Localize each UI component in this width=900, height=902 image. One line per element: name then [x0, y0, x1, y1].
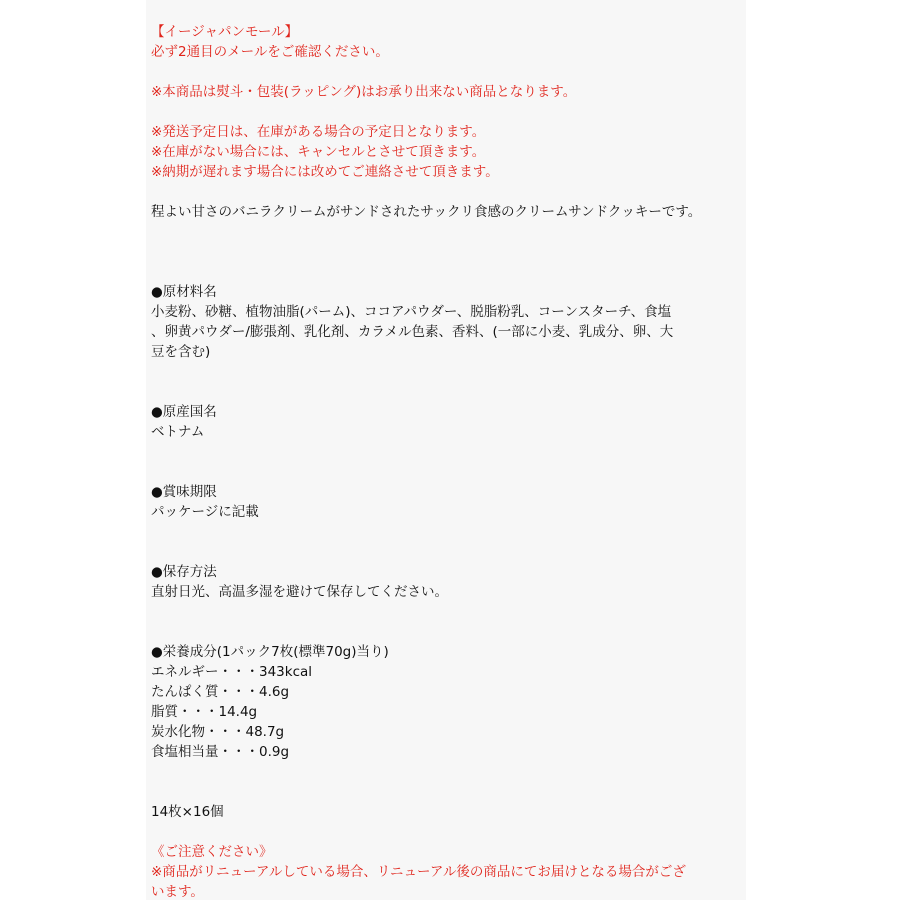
ingredients-line: 、卵黄パウダー/膨張剤、乳化剤、カラメル色素、香料、(一部に小麦、乳成分、卵、大 — [151, 324, 674, 340]
nutrition-item: 食塩相当量・・・0.9g — [151, 744, 290, 760]
nutrition-item: エネルギー・・・343kcal — [151, 664, 313, 680]
origin-heading: ●原産国名 — [151, 404, 217, 420]
product-description — [151, 22, 746, 902]
caution-line: ※商品がリニューアルしている場合、リニューアル後の商品にてお届けとなる場合がござ — [151, 864, 686, 880]
nutrition-item: 脂質・・・14.4g — [151, 704, 258, 720]
shipping-notice-1: ※発送予定日は、在庫がある場合の予定日となります。 — [151, 124, 486, 140]
product-description-text: 程よい甘さのバニラクリームがサンドされたサックリ食感のクリームサンドクッキーです。 — [151, 204, 702, 220]
nutrition-item: たんぱく質・・・4.6g — [151, 684, 290, 700]
ingredients-heading: ●原材料名 — [151, 284, 217, 300]
ingredients-line: 小麦粉、砂糖、植物油脂(パーム)、ココアパウダー、脱脂粉乳、コーンスターチ、食塩 — [151, 304, 672, 320]
expiry-heading: ●賞味期限 — [151, 484, 217, 500]
shop-name: 【イージャパンモール】 — [151, 24, 299, 40]
origin-value: ベトナム — [151, 424, 205, 440]
ingredients-line: 豆を含む) — [151, 344, 211, 360]
caution-heading: 《ご注意ください》 — [151, 844, 273, 860]
caution-line: います。 — [151, 884, 204, 900]
storage-value: 直射日光、高温多湿を避けて保存してください。 — [151, 584, 448, 600]
wrapping-notice: ※本商品は熨斗・包装(ラッピング)はお承り出来ない商品となります。 — [151, 84, 577, 100]
quantity: 14枚×16個 — [151, 804, 224, 820]
nutrition-heading: ●栄養成分(1パック7枚(標準70g)当り) — [151, 644, 389, 660]
shipping-notice-2: ※在庫がない場合には、キャンセルとさせて頂きます。 — [151, 144, 486, 160]
shipping-notice-3: ※納期が遅れます場合には改めてご連絡させて頂きます。 — [151, 164, 499, 180]
storage-heading: ●保存方法 — [151, 564, 217, 580]
expiry-value: パッケージに記載 — [151, 504, 259, 520]
nutrition-item: 炭水化物・・・48.7g — [151, 724, 285, 740]
mail-notice: 必ず2通目のメールをご確認ください。 — [151, 44, 389, 60]
